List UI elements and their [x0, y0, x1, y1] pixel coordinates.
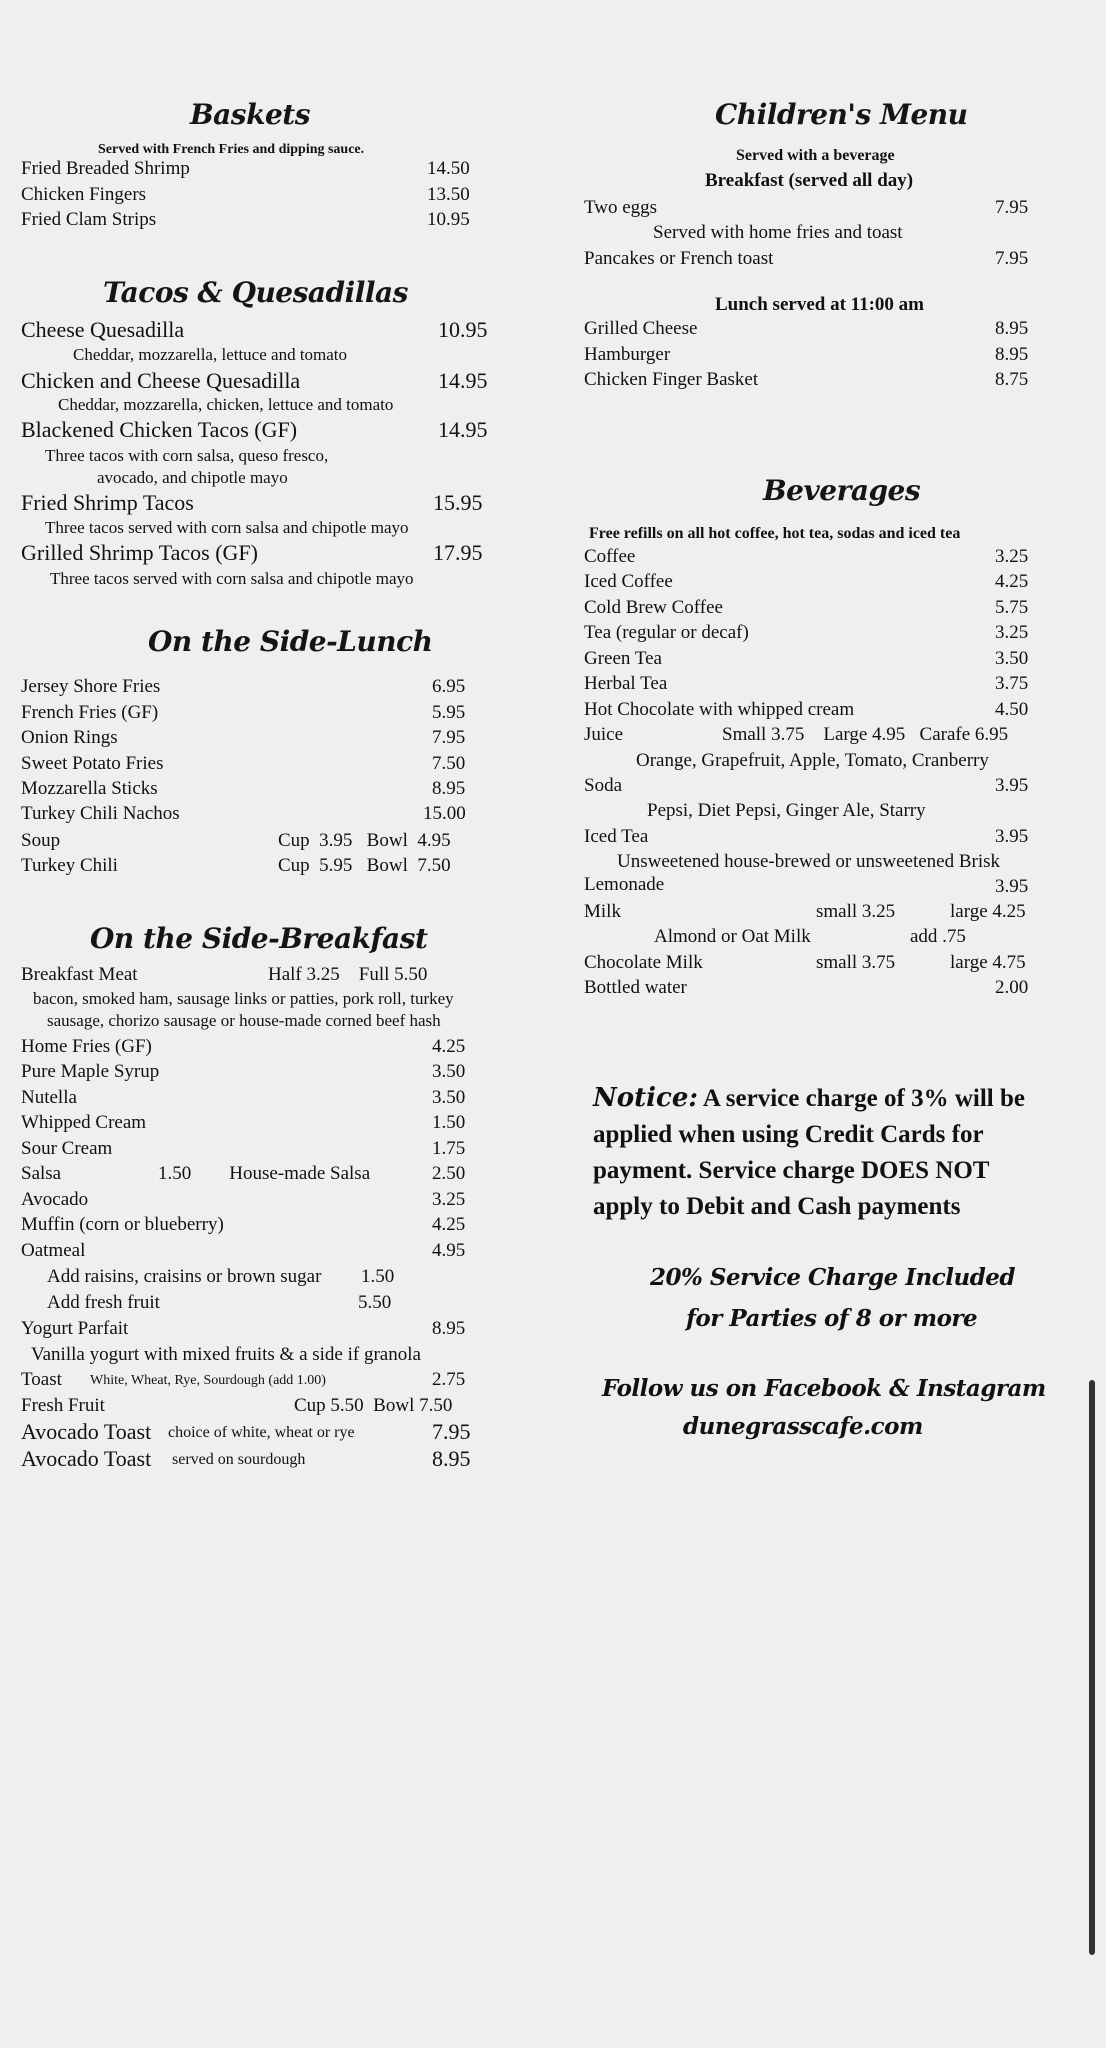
menu-item-name: Avocado — [21, 1189, 89, 1210]
menu-item-price: Cup 5.95 Bowl 7.50 — [278, 855, 451, 876]
menu-addon-price: 5.50 — [358, 1292, 392, 1313]
menu-item-price: 8.95 — [995, 344, 1029, 365]
menu-item-price: 5.95 — [432, 702, 466, 723]
menu-item-price: Cup 5.50 Bowl 7.50 — [294, 1395, 453, 1416]
menu-item-option: White, Wheat, Rye, Sourdough (add 1.00) — [90, 1373, 326, 1388]
baskets-note: Served with French Fries and dipping sauce. — [98, 142, 365, 157]
menu-item-name: Cheese Quesadilla — [21, 317, 185, 342]
menu-item-name: Soda — [584, 775, 622, 796]
menu-item-price: 10.95 — [438, 317, 488, 342]
social-follow-line: Follow us on Facebook & Instagram — [602, 1375, 1046, 1402]
menu-item-description: Cheddar, mozzarella, lettuce and tomato — [73, 345, 348, 364]
service-charge-line1: 20% Service Charge Included — [650, 1264, 1015, 1291]
menu-item-name: Yogurt Parfait — [21, 1318, 129, 1339]
menu-item-price: 3.50 — [995, 648, 1029, 669]
menu-item-name: Fresh Fruit — [21, 1395, 105, 1416]
beverages-heading: Beverages — [763, 474, 921, 507]
menu-item-name: Whipped Cream — [21, 1112, 147, 1133]
menu-item-price: 2.00 — [995, 977, 1029, 998]
menu-item-name: Hamburger — [584, 344, 671, 365]
menu-item-price: 8.95 — [432, 1446, 471, 1471]
menu-item-description: Unsweetened house-brewed or unsweetened Brisk — [617, 851, 1001, 872]
menu-item-description: Pepsi, Diet Pepsi, Ginger Ale, Starry — [647, 800, 926, 821]
menu-item-description: bacon, smoked ham, sausage links or patties, pork roll, turkey — [33, 989, 454, 1008]
menu-item-price-large: large 4.25 — [950, 901, 1026, 922]
menu-item-name: Turkey Chili Nachos — [21, 803, 180, 824]
menu-item-price: 3.25 — [995, 622, 1029, 643]
menu-item-price: 6.95 — [432, 676, 466, 697]
menu-item-price: 14.95 — [438, 417, 488, 442]
menu-item-name: Bottled water — [584, 977, 687, 998]
menu-item-description: Cheddar, mozzarella, chicken, lettuce and tomato — [58, 395, 394, 414]
menu-item-description: choice of white, wheat or rye — [168, 1424, 355, 1441]
menu-item-name: Toast — [21, 1369, 62, 1390]
menu-item-name: Green Tea — [584, 648, 662, 669]
menu-addon-name: Add raisins, craisins or brown sugar — [47, 1266, 322, 1287]
scrollbar[interactable] — [1089, 1380, 1097, 1955]
menu-item-price: 4.25 — [432, 1214, 466, 1235]
beverages-note: Free refills on all hot coffee, hot tea, sodas and iced tea — [589, 525, 961, 542]
menu-item-price: Cup 3.95 Bowl 4.95 — [278, 830, 451, 851]
menu-item-name: Nutella — [21, 1087, 77, 1108]
menu-item-price: 5.75 — [995, 597, 1029, 618]
menu-item-price: 3.50 — [432, 1087, 466, 1108]
menu-item-description: served on sourdough — [172, 1451, 306, 1468]
menu-item-option: Almond or Oat Milk — [654, 926, 811, 947]
menu-item-name: Juice — [584, 724, 624, 745]
menu-item-option: 1.50 House-made Salsa — [158, 1163, 371, 1184]
menu-item-name: Blackened Chicken Tacos (GF) — [21, 417, 298, 442]
menu-item-name: Two eggs — [584, 197, 658, 218]
menu-item-name: Oatmeal — [21, 1240, 86, 1261]
childrens-lunch-header: Lunch served at 11:00 am — [715, 294, 924, 315]
menu-item-price-small: small 3.25 — [816, 901, 896, 922]
menu-item-price: 8.95 — [995, 318, 1029, 339]
menu-item-name: Fried Clam Strips — [21, 209, 157, 230]
menu-item-name: Milk — [584, 901, 621, 922]
menu-item-description: Three tacos served with corn salsa and chipotle mayo — [45, 518, 409, 537]
menu-item-name: Avocado Toast — [21, 1419, 152, 1444]
menu-item-price: 15.00 — [423, 803, 466, 824]
menu-item-name: Grilled Shrimp Tacos (GF) — [21, 540, 258, 565]
menu-item-price: 15.95 — [433, 490, 483, 515]
menu-item-price: 4.95 — [432, 1240, 466, 1261]
menu-item-price: 1.75 — [432, 1138, 466, 1159]
menu-item-name: Soup — [21, 830, 61, 851]
menu-item-name: Mozzarella Sticks — [21, 778, 158, 799]
menu-item-price: 14.50 — [427, 158, 470, 179]
menu-item-price: 4.25 — [995, 571, 1029, 592]
menu-item-price: 17.95 — [433, 540, 483, 565]
childrens-note: Served with a beverage — [736, 147, 895, 164]
menu-item-name: Pure Maple Syrup — [21, 1061, 160, 1082]
menu-item-name: Fried Breaded Shrimp — [21, 158, 190, 179]
menu-item-name: Turkey Chili — [21, 855, 118, 876]
menu-item-name: Pancakes or French toast — [584, 248, 774, 269]
side-breakfast-heading: On the Side-Breakfast — [90, 922, 428, 955]
menu-item-price: 3.50 — [432, 1061, 466, 1082]
menu-item-price: 3.75 — [995, 673, 1029, 694]
menu-item-description: Three tacos served with corn salsa and chipotle mayo — [50, 569, 414, 588]
menu-item-description: Orange, Grapefruit, Apple, Tomato, Cranberry — [636, 750, 989, 771]
menu-item-name: Chicken and Cheese Quesadilla — [21, 368, 301, 393]
menu-item-name: Cold Brew Coffee — [584, 597, 723, 618]
credit-card-notice — [593, 1080, 1053, 1225]
menu-item-description: Served with home fries and toast — [653, 222, 903, 243]
service-charge-line2: for Parties of 8 or more — [686, 1305, 978, 1332]
menu-item-price: 1.50 — [432, 1112, 466, 1133]
menu-item-price-large: large 4.75 — [950, 952, 1026, 973]
menu-item-price: 13.50 — [427, 184, 470, 205]
menu-addon-price: 1.50 — [361, 1266, 395, 1287]
menu-addon-name: Add fresh fruit — [47, 1292, 160, 1313]
menu-item-name: Chicken Fingers — [21, 184, 147, 205]
menu-item-name: Iced Tea — [584, 826, 649, 847]
menu-item-name: Chocolate Milk — [584, 952, 703, 973]
website-link[interactable]: dunegrasscafe.com — [683, 1413, 923, 1440]
menu-item-price: 4.25 — [432, 1036, 466, 1057]
baskets-heading: Baskets — [190, 98, 310, 131]
menu-item-name: Onion Rings — [21, 727, 118, 748]
menu-item-price-small: small 3.75 — [816, 952, 896, 973]
menu-item-price: 10.95 — [427, 209, 470, 230]
menu-item-price: 4.50 — [995, 699, 1029, 720]
menu-item-name: Home Fries (GF) — [21, 1036, 152, 1057]
menu-item-name: Sour Cream — [21, 1138, 113, 1159]
menu-item-name: Sweet Potato Fries — [21, 753, 164, 774]
menu-item-name: French Fries (GF) — [21, 702, 159, 723]
menu-item-description: Three tacos with corn salsa, queso fresco, — [45, 446, 329, 465]
menu-item-name: Muffin (corn or blueberry) — [21, 1214, 224, 1235]
menu-item-name: Iced Coffee — [584, 571, 673, 592]
menu-item-price: 7.95 — [995, 248, 1029, 269]
menu-item-name: Jersey Shore Fries — [21, 676, 161, 697]
menu-item-name: Salsa — [21, 1163, 62, 1184]
menu-item-name: Hot Chocolate with whipped cream — [584, 699, 855, 720]
menu-item-name: Breakfast Meat — [21, 964, 138, 985]
menu-item-price: 14.95 — [438, 368, 488, 393]
menu-item-name: Chicken Finger Basket — [584, 369, 759, 390]
side-lunch-heading: On the Side-Lunch — [148, 625, 433, 658]
childrens-breakfast-header: Breakfast (served all day) — [705, 170, 914, 191]
menu-item-description: sausage, chorizo sausage or house-made corned beef hash — [47, 1011, 441, 1030]
menu-item-price: 3.25 — [995, 546, 1029, 567]
menu-item-price: 3.25 — [432, 1189, 466, 1210]
menu-item-price: 7.95 — [432, 1419, 471, 1444]
menu-item-name: Tea (regular or decaf) — [584, 622, 749, 643]
menu-item-price: 2.50 — [432, 1163, 466, 1184]
menu-item-price: 2.75 — [432, 1369, 466, 1390]
menu-item-price: 8.95 — [432, 778, 466, 799]
menu-item-name: Avocado Toast — [21, 1446, 152, 1471]
notice-text: A service charge of 3% will be applied when using Credit Cards for payment. Service charge DOES NOT apply to Debit and Cash payments — [593, 1085, 1025, 1220]
childrens-menu-heading: Children's Menu — [715, 98, 968, 131]
menu-item-description: avocado, and chipotle mayo — [97, 468, 288, 487]
menu-item-name: Coffee — [584, 546, 636, 567]
menu-item-price: 8.95 — [432, 1318, 466, 1339]
menu-item-price: 7.95 — [995, 197, 1029, 218]
menu-item-name: Lemonade — [584, 874, 665, 895]
menu-item-price: 3.95 — [995, 826, 1029, 847]
menu-item-price: 3.95 — [995, 775, 1029, 796]
menu-item-price: Half 3.25 Full 5.50 — [268, 964, 428, 985]
notice-lead: Notice: — [593, 1083, 698, 1113]
scrollbar-thumb[interactable] — [1089, 1380, 1095, 1955]
menu-item-addon-price: add .75 — [910, 926, 966, 947]
menu-item-name: Herbal Tea — [584, 673, 668, 694]
menu-item-price: Small 3.75 Large 4.95 Carafe 6.95 — [722, 724, 1009, 745]
menu-item-price: 3.95 — [995, 876, 1029, 897]
menu-item-price: 7.95 — [432, 727, 466, 748]
menu-item-price: 8.75 — [995, 369, 1029, 390]
menu-item-price: 7.50 — [432, 753, 466, 774]
menu-item-name: Fried Shrimp Tacos — [21, 490, 194, 515]
menu-item-name: Grilled Cheese — [584, 318, 698, 339]
menu-item-description: Vanilla yogurt with mixed fruits & a side if granola — [31, 1344, 421, 1365]
tacos-heading: Tacos & Quesadillas — [103, 276, 408, 309]
